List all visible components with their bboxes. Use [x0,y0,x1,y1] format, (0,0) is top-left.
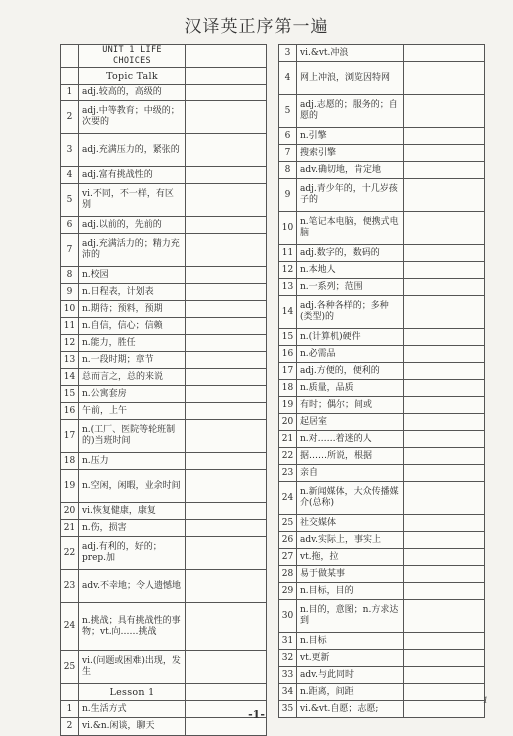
item-number: 3 [279,45,297,62]
item-number: 35 [279,701,297,718]
chinese-meaning: n.目的，意图；n.方求达到 [297,600,404,633]
chinese-meaning: vi.恢复健康，康复 [79,503,186,520]
item-number: 13 [279,279,297,296]
item-number: 7 [279,145,297,162]
chinese-meaning: vt.更新 [297,650,404,667]
item-number: 12 [61,335,79,352]
topic-row [61,167,267,184]
topic-row [61,420,267,453]
chinese-meaning: n.(工厂、医院等轮班制的)当班时间 [79,420,186,453]
answer-cell[interactable] [404,363,485,380]
chinese-meaning: 总而言之，总的来说 [79,369,186,386]
item-number: 31 [279,633,297,650]
answer-cell [186,684,267,701]
chinese-meaning: 午前，上午 [79,403,186,420]
item-number: 24 [61,603,79,651]
chinese-meaning: n.新闻媒体，大众传播媒介(总称) [297,482,404,515]
chinese-meaning: vt.拖，拉 [297,549,404,566]
lesson-heading-row [61,684,267,701]
chinese-meaning: 有时；偶尔；间或 [297,397,404,414]
item-number: 22 [61,537,79,570]
answer-cell[interactable] [404,650,485,667]
vocab-row [279,583,485,600]
chinese-meaning: vi.(问题或困难)出现，发生 [79,651,186,684]
answer-cell [186,68,267,85]
item-number: 26 [279,532,297,549]
item-number: 11 [61,318,79,335]
vocab-row [279,465,485,482]
item-number: 18 [279,380,297,397]
item-number: 1 [61,85,79,101]
answer-cell[interactable] [186,603,267,651]
chinese-meaning: n.自信，信心；信赖 [79,318,186,335]
topic-row [61,184,267,217]
item-number: 5 [61,184,79,217]
chinese-meaning: n.日程表，计划表 [79,284,186,301]
answer-cell[interactable] [404,684,485,701]
chinese-meaning: 搜索引擎 [297,145,404,162]
item-number: 19 [279,397,297,414]
topic-row [61,267,267,284]
item-number: 25 [61,651,79,684]
answer-cell[interactable] [404,262,485,279]
vocab-row [279,346,485,363]
vocab-row [279,549,485,566]
vocab-row [279,179,485,212]
item-number: 17 [61,420,79,453]
topic-row [61,217,267,234]
blank-cell [61,45,79,68]
chinese-meaning: adj.充满活力的；精力充沛的 [79,234,186,267]
chinese-meaning: adj.青少年的，十几岁孩子的 [297,179,404,212]
item-number: 2 [61,101,79,134]
item-number: 32 [279,650,297,667]
topic-row [61,284,267,301]
item-number: 4 [61,167,79,184]
answer-cell[interactable] [186,101,267,134]
vocab-row [279,279,485,296]
chinese-meaning: adv.与此同时 [297,667,404,684]
answer-cell[interactable] [186,537,267,570]
answer-cell[interactable] [404,62,485,95]
item-number: 23 [279,465,297,482]
item-number: 30 [279,600,297,633]
item-number: 24 [279,482,297,515]
item-number: 15 [279,329,297,346]
item-number: 14 [61,369,79,386]
answer-cell[interactable] [404,179,485,212]
chinese-meaning: adj.有利的，好的；prep.加 [79,537,186,570]
answer-cell[interactable] [186,284,267,301]
answer-cell[interactable] [404,245,485,262]
chinese-meaning: adj.各种各样的；多种(类型)的 [297,296,404,329]
answer-cell[interactable] [404,515,485,532]
vocab-row [279,515,485,532]
answer-cell[interactable] [404,431,485,448]
item-number: 3 [61,134,79,167]
item-number: 12 [279,262,297,279]
vocab-row [279,448,485,465]
topic-row [61,234,267,267]
left-vocab-table [60,44,267,736]
chinese-meaning: adj.以前的，先前的 [79,217,186,234]
vocab-row [279,667,485,684]
answer-cell[interactable] [404,600,485,633]
item-number: 20 [61,503,79,520]
chinese-meaning: vi.&vt.冲浪 [297,45,404,62]
chinese-meaning: adv.不幸地；令人遗憾地 [79,570,186,603]
answer-cell[interactable] [404,279,485,296]
answer-cell[interactable] [186,386,267,403]
item-number: 27 [279,549,297,566]
topic-row [61,318,267,335]
chinese-meaning: n.校园 [79,267,186,284]
topic-row [61,134,267,167]
chinese-meaning: adv.实际上，事实上 [297,532,404,549]
chinese-meaning: n.生活方式 [79,701,186,718]
answer-cell[interactable] [404,583,485,600]
chinese-meaning: 起居室 [297,414,404,431]
vocab-row [279,329,485,346]
chinese-meaning: adv.确切地，肯定地 [297,162,404,179]
item-number: 6 [61,217,79,234]
vocab-row [279,566,485,583]
answer-cell[interactable] [404,145,485,162]
chinese-meaning: n.挑战；具有挑战性的事物；vt.向……挑战 [79,603,186,651]
item-number: 2 [61,718,79,736]
answer-cell [186,45,267,68]
page-number: -1- [248,708,265,721]
answer-cell[interactable] [186,651,267,684]
item-number: 10 [61,301,79,318]
answer-cell[interactable] [186,217,267,234]
unit-heading: UNIT 1 LIFE CHOICES [79,45,186,68]
answer-cell[interactable] [186,85,267,101]
chinese-meaning: adj.志愿的；服务的；自愿的 [297,95,404,128]
chinese-meaning: adj.中等教育；中级的；次要的 [79,101,186,134]
vocab-row [279,650,485,667]
item-number: 15 [61,386,79,403]
blank-cell [61,68,79,85]
chinese-meaning: adj.富有挑战性的 [79,167,186,184]
answer-cell[interactable] [186,184,267,217]
topic-row [61,386,267,403]
item-number: 16 [61,403,79,420]
vocab-row [279,532,485,549]
blank-cell [61,684,79,701]
answer-cell[interactable] [404,95,485,128]
item-number: 4 [279,62,297,95]
answer-cell[interactable] [186,520,267,537]
vocab-row [279,296,485,329]
topic-row [61,352,267,369]
answer-cell[interactable] [404,329,485,346]
lesson-heading: Lesson 1 [79,684,186,701]
right-vocab-table [278,44,485,718]
chinese-meaning: 亲自 [297,465,404,482]
answer-cell[interactable] [186,503,267,520]
topic-row [61,301,267,318]
answer-cell[interactable] [404,162,485,179]
chinese-meaning: vi.不同，不一样，有区别 [79,184,186,217]
item-number: 8 [279,162,297,179]
answer-cell[interactable] [404,296,485,329]
corner-mark: 1 [483,696,489,705]
item-number: 21 [61,520,79,537]
topic-heading: Topic Talk [79,68,186,85]
item-number: 29 [279,583,297,600]
answer-cell[interactable] [186,453,267,470]
answer-cell[interactable] [404,346,485,363]
answer-cell[interactable] [404,45,485,62]
chinese-meaning: vi.&n.闲谈，聊天 [79,718,186,736]
vocab-row [279,128,485,145]
vocab-row [279,95,485,128]
item-number: 10 [279,212,297,245]
answer-cell[interactable] [404,532,485,549]
answer-cell[interactable] [186,369,267,386]
answer-cell[interactable] [404,380,485,397]
chinese-meaning: n.压力 [79,453,186,470]
item-number: 5 [279,95,297,128]
topic-row [61,369,267,386]
answer-cell[interactable] [404,414,485,431]
answer-cell[interactable] [186,134,267,167]
item-number: 7 [61,234,79,267]
topic-row [61,537,267,570]
item-number: 28 [279,566,297,583]
item-number: 20 [279,414,297,431]
item-number: 34 [279,684,297,701]
chinese-meaning: n.必需品 [297,346,404,363]
topic-row [61,520,267,537]
answer-cell[interactable] [404,128,485,145]
chinese-meaning: n.距离，间距 [297,684,404,701]
unit-heading-row [61,45,267,68]
chinese-meaning: n.本地人 [297,262,404,279]
chinese-meaning: n.一段时期；章节 [79,352,186,369]
chinese-meaning: n.能力，胜任 [79,335,186,352]
item-number: 9 [279,179,297,212]
chinese-meaning: n.伤，损害 [79,520,186,537]
chinese-meaning: n.期待；预料，预期 [79,301,186,318]
topic-row [61,570,267,603]
item-number: 9 [61,284,79,301]
vocab-row [279,482,485,515]
vocab-row [279,145,485,162]
vocab-row [279,212,485,245]
chinese-meaning: n.笔记本电脑，便携式电脑 [297,212,404,245]
item-number: 6 [279,128,297,145]
vocab-row [279,684,485,701]
page-title: 汉译英正序第一遍 [184,17,329,37]
item-number: 13 [61,352,79,369]
chinese-meaning: 易于做某事 [297,566,404,583]
chinese-meaning: 据……所说，根据 [297,448,404,465]
item-number: 19 [61,470,79,503]
chinese-meaning: adj.方便的，便利的 [297,363,404,380]
chinese-meaning: n.对……着迷的人 [297,431,404,448]
topic-row [61,453,267,470]
item-number: 1 [61,701,79,718]
chinese-meaning: n.公寓套房 [79,386,186,403]
answer-cell[interactable] [186,234,267,267]
vocab-row [279,45,485,62]
answer-cell[interactable] [186,403,267,420]
vocab-row [279,62,485,95]
topic-row [61,503,267,520]
vocab-row [279,600,485,633]
answer-cell[interactable] [404,566,485,583]
vocab-row [279,397,485,414]
vocab-row [279,363,485,380]
answer-cell[interactable] [404,549,485,566]
answer-cell[interactable] [404,482,485,515]
answer-cell[interactable] [404,397,485,414]
chinese-meaning: n.空闲，闲暇，业余时间 [79,470,186,503]
item-number: 8 [61,267,79,284]
item-number: 14 [279,296,297,329]
vocab-row [279,245,485,262]
answer-cell[interactable] [186,352,267,369]
topic-row [61,651,267,684]
item-number: 11 [279,245,297,262]
topic-row [61,335,267,352]
vocab-row [279,162,485,179]
vocab-row [279,633,485,650]
answer-cell[interactable] [404,448,485,465]
item-number: 22 [279,448,297,465]
answer-cell[interactable] [186,470,267,503]
answer-cell[interactable] [404,667,485,684]
answer-cell[interactable] [186,420,267,453]
chinese-meaning: n.引擎 [297,128,404,145]
vocab-row [279,431,485,448]
chinese-meaning: n.一系列；范围 [297,279,404,296]
answer-cell[interactable] [186,267,267,284]
chinese-meaning: 社交媒体 [297,515,404,532]
chinese-meaning: n.目标 [297,633,404,650]
answer-cell[interactable] [186,167,267,184]
item-number: 16 [279,346,297,363]
topic-heading-row [61,68,267,85]
chinese-meaning: n.质量，品质 [297,380,404,397]
item-number: 23 [61,570,79,603]
chinese-meaning: 网上冲浪，浏览因特网 [297,62,404,95]
chinese-meaning: adj.充满压力的，紧张的 [79,134,186,167]
topic-row [61,470,267,503]
topic-row [61,403,267,420]
vocab-row [279,414,485,431]
answer-cell[interactable] [404,465,485,482]
topic-row [61,85,267,101]
topic-row [61,603,267,651]
answer-cell[interactable] [404,633,485,650]
item-number: 25 [279,515,297,532]
answer-cell[interactable] [186,335,267,352]
chinese-meaning: n.(计算机)硬件 [297,329,404,346]
chinese-meaning: adj.数字的，数码的 [297,245,404,262]
answer-cell[interactable] [186,570,267,603]
answer-cell[interactable] [186,318,267,335]
answer-cell[interactable] [186,301,267,318]
answer-cell[interactable] [404,212,485,245]
vocab-row [279,380,485,397]
item-number: 18 [61,453,79,470]
chinese-meaning: vi.&vt.自愿；志愿; [297,701,404,718]
chinese-meaning: adj.较高的，高级的 [79,85,186,101]
item-number: 33 [279,667,297,684]
topic-row [61,101,267,134]
item-number: 17 [279,363,297,380]
vocab-row [279,262,485,279]
chinese-meaning: n.目标，目的 [297,583,404,600]
item-number: 21 [279,431,297,448]
